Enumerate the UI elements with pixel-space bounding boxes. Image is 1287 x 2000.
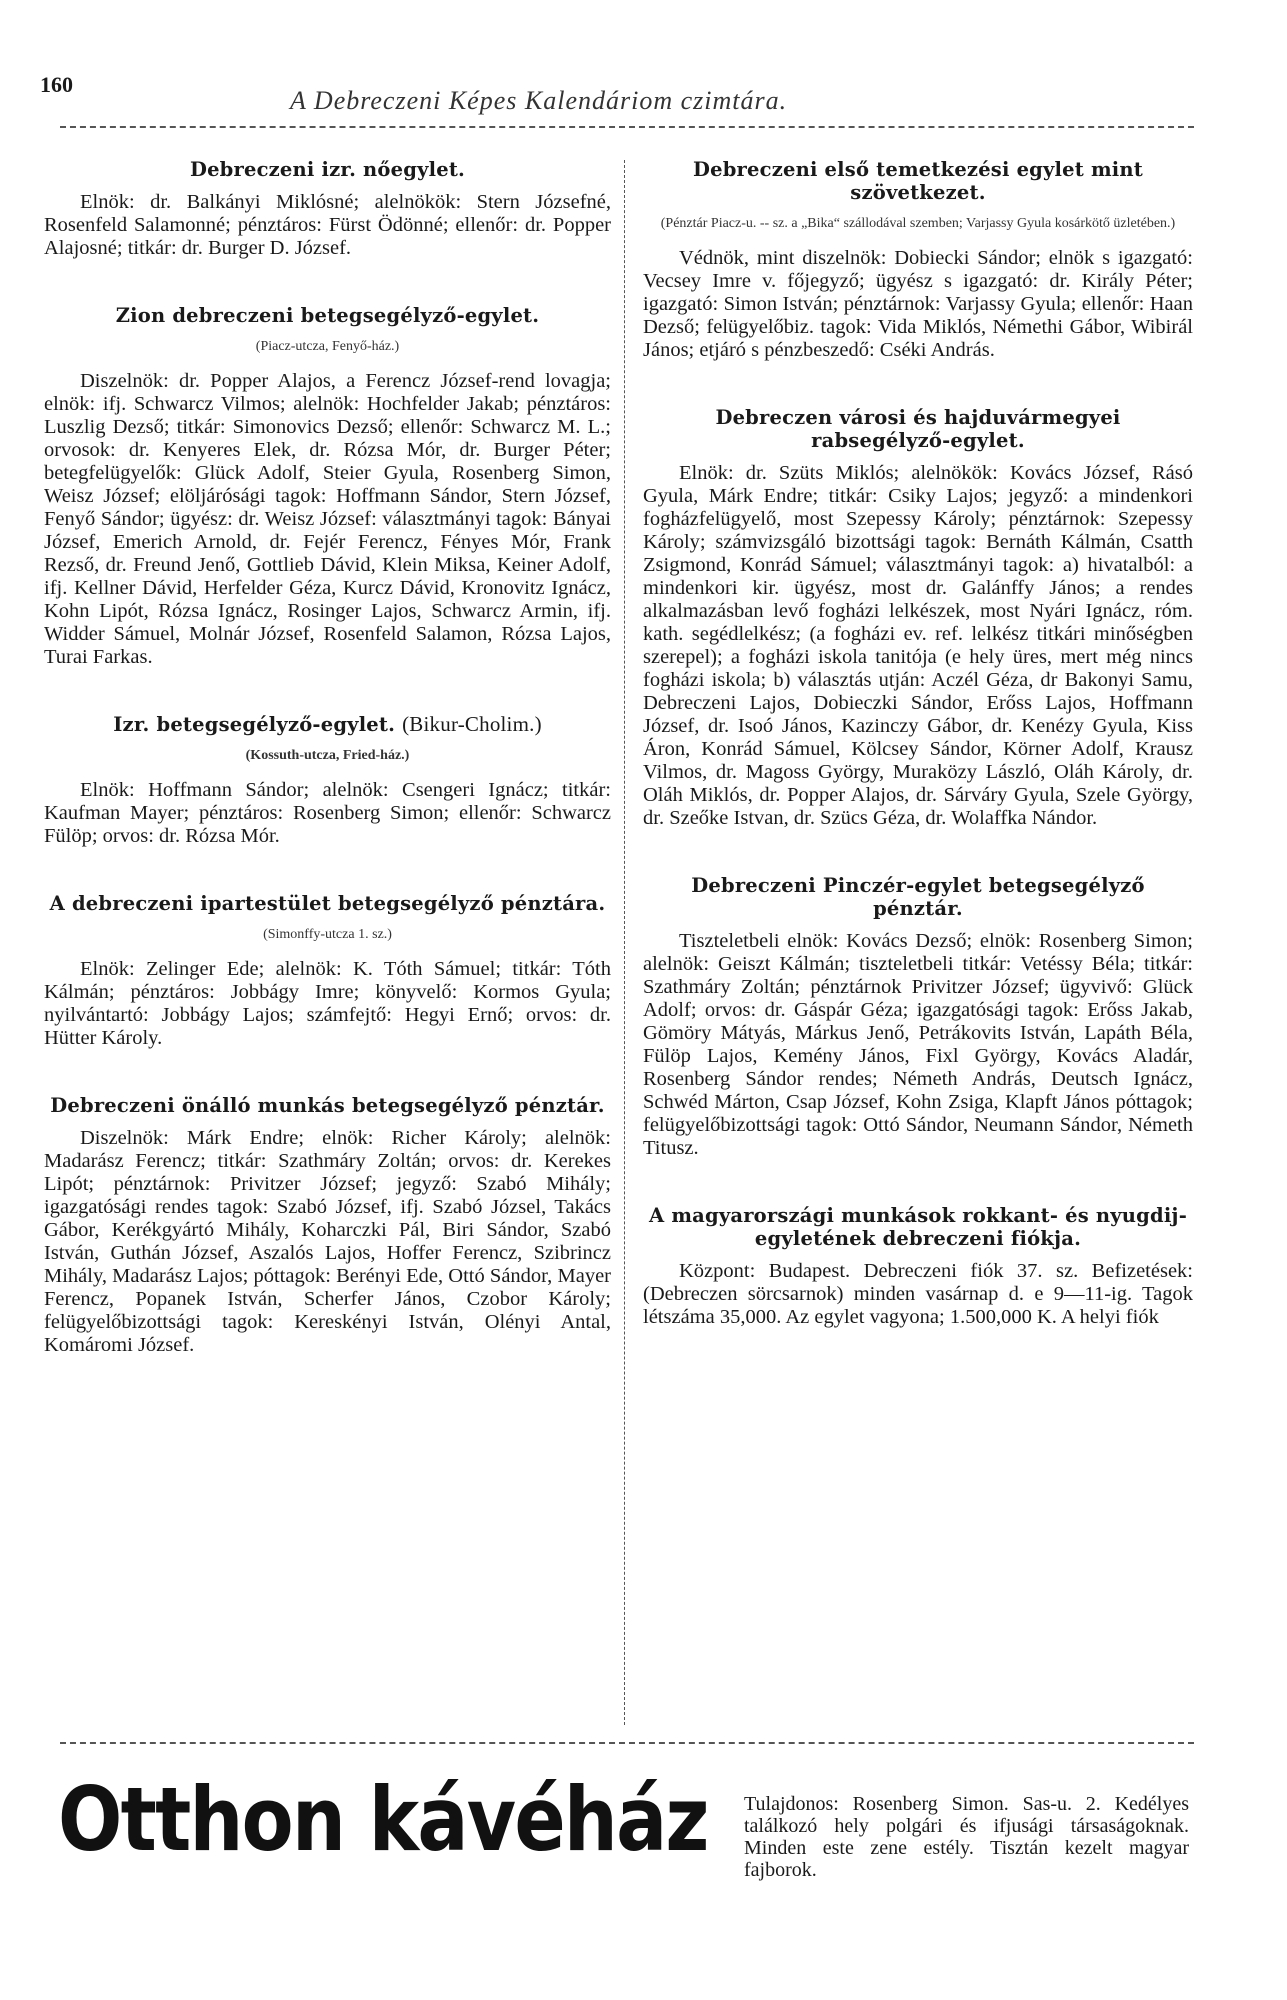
left-column <box>44 158 611 1401</box>
section-pinczer <box>643 874 1193 1160</box>
advertisement-text: Tulajdonos: Rosenberg Simon. Sas-u. 2. Kedélyes találkozó hely polgári és ifjusági társaságoknak. Minden este zene estély. Tisztán kezelt magyar fajborok. <box>744 1793 1189 1881</box>
section-noegylet <box>44 158 611 260</box>
advertisement-title: Otthon kávéház <box>58 1768 708 1871</box>
page-number: 160 <box>40 72 73 97</box>
section-body: Elnök: Zelinger Ede; alelnök: K. Tóth Sámuel; titkár: Tóth Kálmán; pénztáros: Jobbágy Imre; könyvelő: Kormos Gyula; nyilvántartó: Jobbágy Lajos; számfejtő: Hegyi Ernő; orvos: dr. Hütter Károly. <box>44 958 611 1049</box>
section-address: (Simonffy-utcza 1. sz.) <box>263 927 392 942</box>
section-body: Tiszteletbeli elnök: Kovács Dezső; elnök: Rosenberg Simon; alelnök: Geiszt Kálmán; tiszteletbeli titkár: Vetéssy Béla; titkár: Szathmáry Zoltán; pénztárnok Privitzer József; ügyvivő: Glück Adolf; orvos: dr. Gáspár Géza; igazgatósági tagok: Erőss Jakab, Gömöry Mátyás, Márkus Jenő, Petrákovits István, Lapáth Béla, Fülöp Lajos, Kemény János, Fixl György, Kovács Aladár, Rosenberg Sándor rendes; Németh András, Deutsch Ignácz, Schwéd Márton, Csap József, Kohn Zsiga, Klapft János póttagok; felügyelőbizottsági tagok: Ottó Sándor, Neumann Sándor, Németh Titusz. <box>643 930 1193 1159</box>
section-body: Védnök, mint diszelnök: Dobiecki Sándor; elnök s igazgató: Vecsey Imre v. főjegyző; ügyész s igazgató: dr. Király Péter; igazgató: Simon István; pénztárnok: Varjassy Gyula; ellenőr: Haan Dezső; felügyelőbiz. tagok: Vida Miklós, Némethi Gábor, Wibirál János; etjáró s pénzbeszedő: Cséki András. <box>643 247 1193 361</box>
section-heading: A debreczeni ipartestület betegsegélyző pénztára. <box>49 892 606 915</box>
advertisement-rule <box>60 1742 1194 1744</box>
section-heading: Debreczeni izr. nőegylet. <box>189 158 466 181</box>
heading-main: Izr. betegsegélyző-egylet. <box>113 713 396 736</box>
section-body: Elnök: dr. Balkányi Miklósné; alelnökök: Stern Józsefné, Rosenfeld Salamonné; pénztáros: Fürst Ödönné; ellenőr: dr. Popper Alajosné; titkár: dr. Burger D. József. <box>44 191 611 259</box>
section-body: Központ: Budapest. Debreczeni fiók 37. sz. Befizetések: (Debreczen sörcsarnok) minden vasárnap d. e 9—11-ig. Tagok létszáma 35,000. Az egylet vagyona; 1.500,000 K. A helyi fiók <box>643 1260 1193 1328</box>
section-address: (Pénztár Piacz-u. -- sz. a „Bika“ szállodával szemben; Varjassy Gyula kosárkötő üzletében.) <box>660 216 1176 231</box>
section-rokkant-nyugdij <box>643 1204 1193 1329</box>
section-body: Diszelnök: Márk Endre; elnök: Richer Károly; alelnök: Madarász Ferencz; titkár: Szathmáry Zoltán; orvos: dr. Kerekes Lipót; pénztárnok: Privitzer József; jegyző: Szabó Mihály; igazgatósági rendes tagok: Szabó József, ifj. Szabó Józsel, Takács Gábor, Kerékgyártó Mihály, Koharczki Pál, Biri Sándor, Szabó István, Guthán József, Aszalós Lajos, Hoffer Ferencz, Szibrincz Mihály, Madarász Lajos; póttagok: Berényi Ede, Ottó Sándor, Mayer Ferencz, Popanek István, Scherfer János, Czobor Károly; felügyelőbizottsági tagok: Kereskényi István, Olényi Antal, Komáromi József. <box>44 1127 611 1356</box>
section-body: Diszelnök: dr. Popper Alajos, a Ferencz József-rend lovagja; elnök: ifj. Schwarcz Vilmos; alelnök: Hochfelder Jakab; pénztáros: Luszlig Dezső; titkár: Simonovics Dezső; ellenőr: Schwarcz M. L.; orvosok: dr. Kenyeres Elek, dr. Rózsa Mór, dr. Burger Péter; betegfelügyelők: Glück Adolf, Steier Gyula, Rosenberg Simon, Weisz József; elöljárósági tagok: Hoffmann Sándor, Stern József, Fenyő Sándor; ügyész: dr. Weisz József: választmányi tagok: Bányai József, Emerich Arnold, dr. Fejér Ferencz, Fényes Mór, Frank Rezső, dr. Freund Jenő, Gottlieb Dávid, Klein Miksa, Keiner Adolf, ifj. Kellner Dávid, Herfelder Géza, Kurcz Dávid, Kronovitz Ignácz, Kohn Lipót, Rózsa Ignácz, Rosinger Lajos, Schwarcz Armin, ifj. Widder Sámuel, Molnár József, Rosenfeld Salamon, Rózsa Lajos, Turai Farkas. <box>44 370 611 668</box>
section-zion <box>44 304 611 669</box>
section-temetkezesi <box>643 158 1193 362</box>
section-body: Elnök: dr. Szüts Miklós; alelnökök: Kovács József, Rásó Gyula, Márk Endre; titkár: Csiky Lajos; jegyző: a mindenkori fogházfelügyelő, most Szepessy Károly; pénztárnok: Szepessy Károly; számvizsgáló bizottsági tagok: Bernáth Kálmán, Csatth Zsigmond, Konrád Sámuel; választmányi tagok: a) hivatalból: a mindenkori kir. ügyész, most dr. Galánffy János; a rendes alkalmazásban levő fogházi lelkészek, most Nyári Ignácz, róm. kath. segédlelkész; (a fogházi ev. ref. lelkész titkári minőségben szerepel); a fogházi iskola tanitója (e hely üres, mert még nincs fogházi iskola; b) választás utján: Aczél Géza, dr Bakonyi Samu, Debreczeni Lajos, Dobieczki Sándor, Erőss Lajos, Hoffmann József, dr. Isoó János, Kazinczy Gábor, dr. Kenézy Gyula, Kiss Áron, Konrád Sámuel, Kölcsey Sándor, Körner Adolf, Krausz Vilmos, dr. Magoss György, Muraközy László, Oláh Károly, dr. Oláh Miklós, dr. Popper Alajos, dr. Sárváry Gyula, Szele György, dr. Szeőke Istvan, dr. Szücs Géza, dr. Wolaffka Nándor. <box>643 462 1193 829</box>
section-rabsegelyzo <box>643 406 1193 830</box>
header-rule <box>60 126 1194 128</box>
section-body: Elnök: Hoffmann Sándor; alelnök: Csengeri Ignácz; titkár: Kaufman Mayer; pénztáros: Rosenberg Simon; ellenőr: Schwarcz Fülöp; orvos: dr. Rózsa Mór. <box>44 779 611 847</box>
right-column <box>643 158 1193 1373</box>
heading-suffix: (Bikur-Cholim.) <box>402 712 542 736</box>
section-heading <box>44 713 611 736</box>
section-heading: Zion debreczeni betegsegélyző-egylet. <box>115 304 540 327</box>
section-ipartestulet <box>44 892 611 1050</box>
section-bikur-cholim <box>44 713 611 848</box>
section-munkas-penztar <box>44 1094 611 1357</box>
section-address: (Kossuth-utcza, Fried-ház.) <box>245 748 410 763</box>
running-title: A Debreczeni Képes Kalendáriom czimtára. <box>290 86 788 115</box>
section-heading: Debreczeni első temetkezési egylet mint szövetkezet. <box>693 158 1143 204</box>
section-heading: Debreczeni önálló munkás betegsegélyző pénztár. <box>50 1094 605 1117</box>
section-heading: Debreczen városi és hajduvármegyei rabsegélyző-egylet. <box>715 406 1121 452</box>
section-heading: A magyarországi munkások rokkant- és nyugdij-egyletének debreczeni fiókja. <box>649 1204 1187 1250</box>
section-heading: Debreczeni Pinczér-egylet betegsegélyző pénztár. <box>691 874 1145 920</box>
section-address: (Piacz-utcza, Fenyő-ház.) <box>255 339 400 354</box>
column-divider <box>624 160 625 1725</box>
